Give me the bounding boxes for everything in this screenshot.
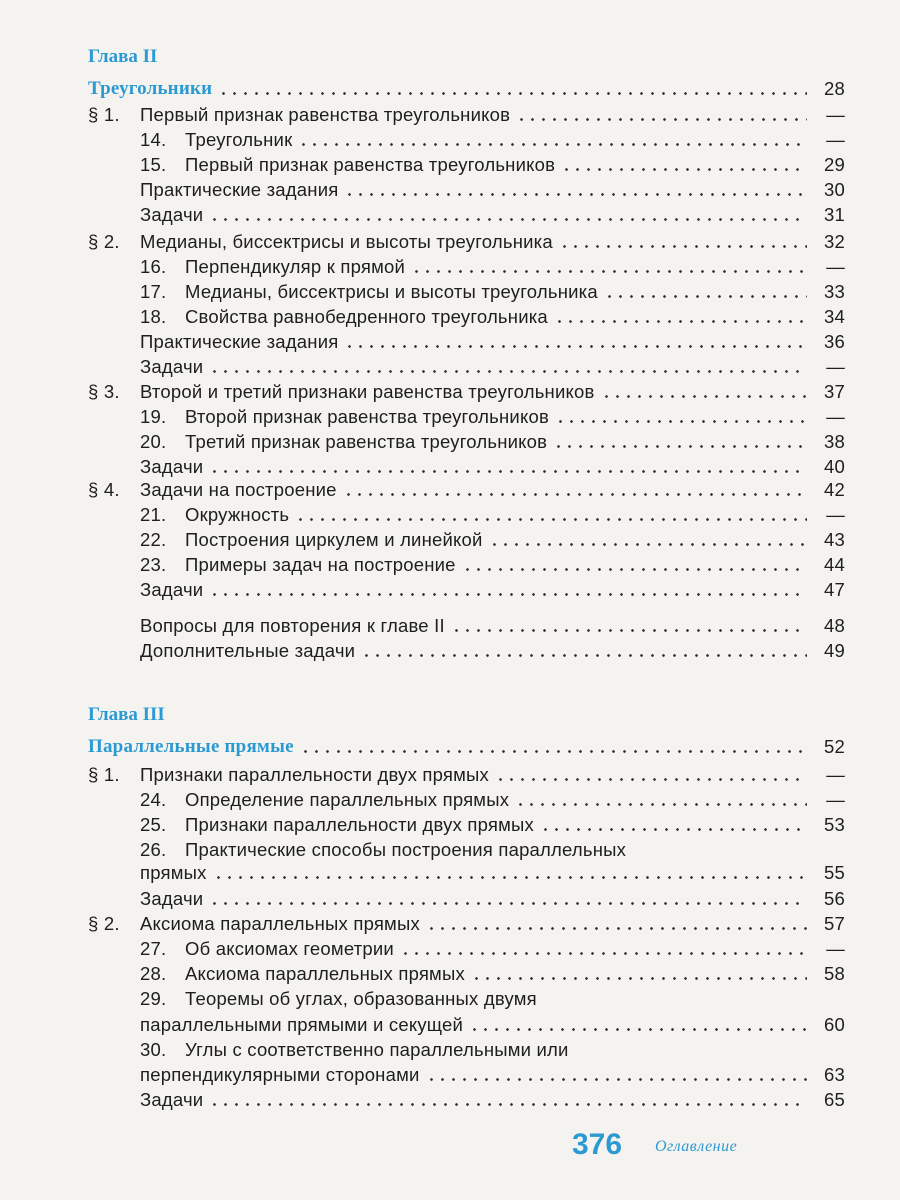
toc-chapter-title[interactable] xyxy=(88,734,845,758)
toc-number: 25. xyxy=(140,814,167,835)
toc-title: Задачи xyxy=(140,204,204,225)
toc-item[interactable] xyxy=(140,354,845,378)
dot-leader xyxy=(495,778,807,781)
toc-page-number: 65 xyxy=(824,1089,845,1110)
toc-title: Второй признак равенства треугольников xyxy=(185,406,549,427)
toc-item-first-line[interactable] xyxy=(140,837,845,861)
toc-item[interactable] xyxy=(140,936,845,960)
dot-leader xyxy=(344,345,807,348)
dot-leader xyxy=(411,270,807,273)
toc-page-number: — xyxy=(826,406,845,427)
toc-title: Признаки параллельности двух прямых xyxy=(185,814,534,835)
toc-title: Медианы, биссектрисы и высоты треугольника xyxy=(185,281,598,302)
toc-page-number: 36 xyxy=(824,331,845,352)
toc-number: § 1. xyxy=(88,104,120,125)
toc-item[interactable] xyxy=(140,502,845,526)
dot-leader xyxy=(426,1078,807,1081)
toc-title: Практические задания xyxy=(140,179,339,200)
toc-page-number: — xyxy=(826,764,845,785)
toc-page-number: — xyxy=(826,356,845,377)
toc-title: Треугольник xyxy=(185,129,293,150)
toc-title: Аксиома параллельных прямых xyxy=(140,913,420,934)
toc-page-number: 63 xyxy=(824,1064,845,1085)
dot-leader xyxy=(489,543,807,546)
toc-page-number: 44 xyxy=(824,554,845,575)
dot-leader xyxy=(218,92,807,95)
toc-number: 27. xyxy=(140,938,167,959)
toc-chapter-title[interactable] xyxy=(88,76,845,100)
dot-leader xyxy=(209,593,807,596)
dot-leader xyxy=(604,295,807,298)
toc-title: Примеры задач на построение xyxy=(185,554,456,575)
toc-page-number: — xyxy=(826,256,845,277)
toc-item-second-line[interactable] xyxy=(140,1062,845,1086)
dot-leader xyxy=(469,1028,807,1031)
toc-item[interactable] xyxy=(140,404,845,428)
toc-title: Построения циркулем и линейкой xyxy=(185,529,483,550)
toc-page-number: 56 xyxy=(824,888,845,909)
dot-leader xyxy=(540,828,807,831)
dot-leader xyxy=(298,143,807,146)
toc-item[interactable] xyxy=(140,961,845,985)
dot-leader xyxy=(300,750,807,753)
dot-leader xyxy=(471,977,807,980)
dot-leader xyxy=(554,320,807,323)
toc-section[interactable] xyxy=(88,229,845,253)
toc-number: § 2. xyxy=(88,231,120,252)
toc-page-number: 49 xyxy=(824,640,845,661)
toc-number: 28. xyxy=(140,963,167,984)
toc-page-number: 28 xyxy=(824,78,845,99)
toc-title: Об аксиомах геометрии xyxy=(185,938,394,959)
toc-title: Задачи xyxy=(140,579,204,600)
dot-leader xyxy=(515,803,807,806)
toc-number: 18. xyxy=(140,306,167,327)
toc-number: 17. xyxy=(140,281,167,302)
toc-page-number: 37 xyxy=(824,381,845,402)
toc-page-number: — xyxy=(826,789,845,810)
toc-item[interactable] xyxy=(140,152,845,176)
toc-item-second-line[interactable] xyxy=(140,860,845,884)
toc-page-number: 60 xyxy=(824,1014,845,1035)
dot-leader xyxy=(601,395,807,398)
toc-title: Дополнительные задачи xyxy=(140,640,356,661)
toc-title: Перпендикуляр к прямой xyxy=(185,256,406,277)
toc-number: 20. xyxy=(140,431,167,452)
toc-page-number: 38 xyxy=(824,431,845,452)
toc-item-first-line[interactable] xyxy=(140,1037,845,1061)
toc-page-number: 58 xyxy=(824,963,845,984)
toc-title: Задачи xyxy=(140,356,204,377)
toc-number: 29. xyxy=(140,988,167,1009)
toc-number: § 1. xyxy=(88,764,120,785)
toc-section[interactable] xyxy=(88,911,845,935)
toc-title: Окружность xyxy=(185,504,290,525)
toc-title: Свойства равнобедренного треугольника xyxy=(185,306,548,327)
toc-page-number: 52 xyxy=(824,736,845,757)
toc-page-number: 55 xyxy=(824,862,845,883)
toc-page-number: — xyxy=(826,104,845,125)
dot-leader xyxy=(426,927,807,930)
toc-page-number: 31 xyxy=(824,204,845,225)
toc-title: Первый признак равенства треугольников xyxy=(185,154,556,175)
dot-leader xyxy=(462,568,807,571)
dot-leader xyxy=(213,876,807,879)
toc-title: Теоремы об углах, образованных двумя xyxy=(185,988,537,1009)
toc-page-number: 48 xyxy=(824,615,845,636)
toc-page-number: 32 xyxy=(824,231,845,252)
toc-title: Практические задания xyxy=(140,331,339,352)
toc-title: Треугольники xyxy=(88,78,213,99)
toc-item-second-line[interactable] xyxy=(140,1012,845,1036)
toc-title: Практические способы построения параллельных xyxy=(185,839,627,860)
toc-item[interactable] xyxy=(140,886,845,910)
dot-leader xyxy=(555,420,807,423)
toc-number: 21. xyxy=(140,504,167,525)
toc-title: Первый признак равенства треугольников xyxy=(140,104,511,125)
toc-title: Углы с соответственно параллельными или xyxy=(185,1039,569,1060)
toc-title: Задачи xyxy=(140,888,204,909)
dot-leader xyxy=(209,218,807,221)
toc-page-number: 53 xyxy=(824,814,845,835)
toc-item[interactable] xyxy=(140,329,845,353)
toc-item[interactable] xyxy=(140,1087,845,1111)
footer-section-title: Оглавление xyxy=(655,1138,738,1155)
toc-title: Признаки параллельности двух прямых xyxy=(140,764,489,785)
dot-leader xyxy=(400,952,807,955)
toc-page-number: 30 xyxy=(824,179,845,200)
toc-page-number: 47 xyxy=(824,579,845,600)
toc-title: Определение параллельных прямых xyxy=(185,789,510,810)
toc-title: Задачи xyxy=(140,456,204,477)
dot-leader xyxy=(361,654,807,657)
toc-title: Медианы, биссектрисы и высоты треугольника xyxy=(140,231,553,252)
toc-title: Задачи xyxy=(140,1089,204,1110)
dot-leader xyxy=(561,168,807,171)
toc-item[interactable] xyxy=(140,454,845,478)
toc-item[interactable] xyxy=(140,429,845,453)
toc-title: Вопросы для повторения к главе II xyxy=(140,615,445,636)
footer-page-number: 376 xyxy=(572,1128,623,1161)
toc-item[interactable] xyxy=(140,812,845,836)
toc-section[interactable] xyxy=(88,102,845,126)
dot-leader xyxy=(209,370,807,373)
dot-leader xyxy=(209,470,807,473)
toc-page-number: 42 xyxy=(824,479,845,500)
toc-title: перпендикулярными сторонами xyxy=(140,1064,420,1085)
toc-title: Третий признак равенства треугольников xyxy=(185,431,548,452)
toc-title: прямых xyxy=(140,862,207,883)
toc-section[interactable] xyxy=(88,379,845,403)
toc-number: 23. xyxy=(140,554,167,575)
toc-number: 30. xyxy=(140,1039,167,1060)
toc-number: § 3. xyxy=(88,381,120,402)
toc-item[interactable] xyxy=(140,552,845,576)
chapter-label: Глава II xyxy=(88,46,158,67)
toc-page-number: 57 xyxy=(824,913,845,934)
toc-item[interactable] xyxy=(140,787,845,811)
toc-number: 22. xyxy=(140,529,167,550)
toc-section[interactable] xyxy=(88,477,845,501)
toc-title: Параллельные прямые xyxy=(88,736,294,757)
toc-number: § 2. xyxy=(88,913,120,934)
toc-section[interactable] xyxy=(88,762,845,786)
toc-item[interactable] xyxy=(140,254,845,278)
dot-leader xyxy=(516,118,807,121)
toc-item[interactable] xyxy=(140,279,845,303)
toc-item[interactable] xyxy=(140,638,845,662)
dot-leader xyxy=(343,493,807,496)
toc-title: Аксиома параллельных прямых xyxy=(185,963,465,984)
toc-number: 15. xyxy=(140,154,167,175)
toc-number: 16. xyxy=(140,256,167,277)
dot-leader xyxy=(209,902,807,905)
dot-leader xyxy=(451,629,807,632)
dot-leader xyxy=(553,445,807,448)
toc-page-number: — xyxy=(826,504,845,525)
toc-item[interactable] xyxy=(140,577,845,601)
toc-page-number: — xyxy=(826,938,845,959)
toc-page-number: 40 xyxy=(824,456,845,477)
dot-leader xyxy=(209,1103,807,1106)
toc-number: 14. xyxy=(140,129,167,150)
toc-number: 19. xyxy=(140,406,167,427)
toc-item[interactable] xyxy=(140,527,845,551)
toc-page-number: 33 xyxy=(824,281,845,302)
toc-page-number: 43 xyxy=(824,529,845,550)
toc-title: Второй и третий признаки равенства треугольников xyxy=(140,381,595,402)
toc-number: 24. xyxy=(140,789,167,810)
toc-item[interactable] xyxy=(140,202,845,226)
dot-leader xyxy=(559,245,807,248)
toc-item[interactable] xyxy=(140,177,845,201)
toc-number: 26. xyxy=(140,839,167,860)
chapter-label: Глава III xyxy=(88,704,165,725)
toc-item-first-line[interactable] xyxy=(140,986,845,1010)
dot-leader xyxy=(344,193,807,196)
toc-title: параллельными прямыми и секущей xyxy=(140,1014,464,1035)
toc-item[interactable] xyxy=(140,304,845,328)
dot-leader xyxy=(295,518,807,521)
toc-item[interactable] xyxy=(140,613,845,637)
toc-page-number: — xyxy=(826,129,845,150)
toc-number: § 4. xyxy=(88,479,120,500)
toc-page-number: 34 xyxy=(824,306,845,327)
toc-title: Задачи на построение xyxy=(140,479,337,500)
toc-item[interactable] xyxy=(140,127,845,151)
toc-page-number: 29 xyxy=(824,154,845,175)
